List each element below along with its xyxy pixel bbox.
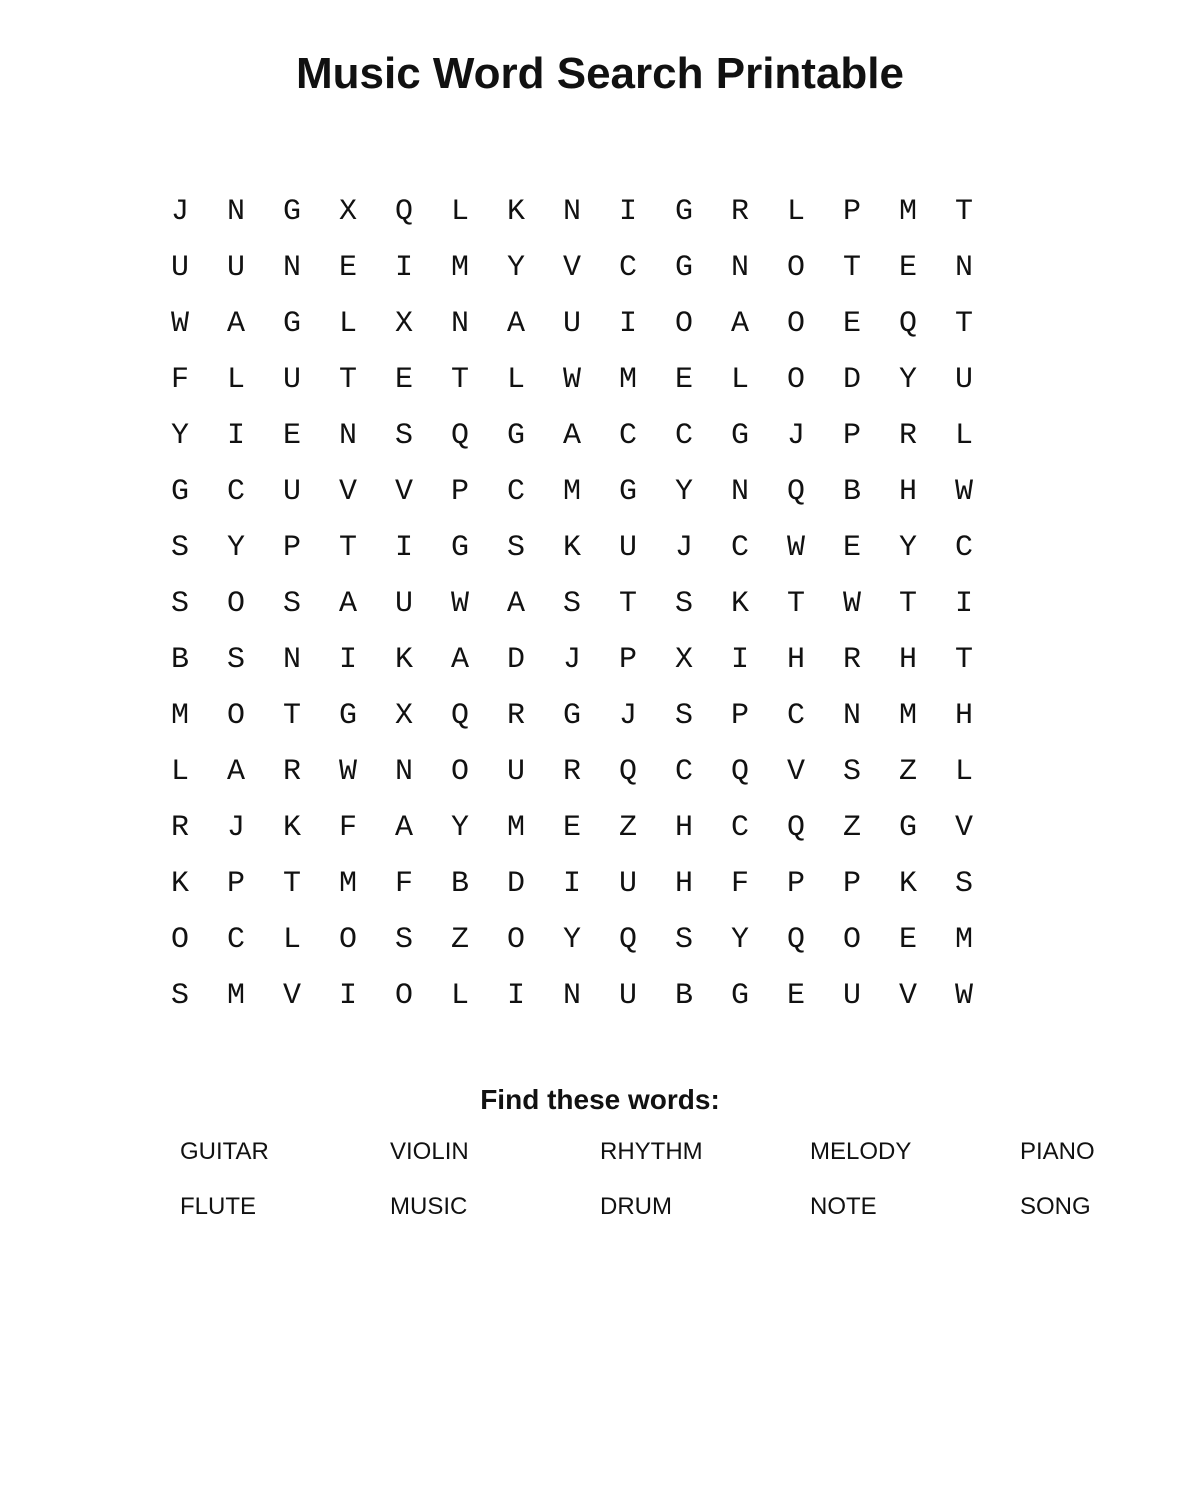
grid-cell: K xyxy=(394,643,413,677)
grid-cell: P xyxy=(226,867,245,901)
grid-cell: C xyxy=(618,419,637,453)
grid-cell: G xyxy=(730,979,749,1013)
grid-cell: A xyxy=(562,419,581,453)
grid-cell: H xyxy=(898,475,917,509)
grid-cell: E xyxy=(338,251,357,285)
grid-cell: Y xyxy=(450,811,469,845)
grid-cell: O xyxy=(170,923,189,957)
grid-cell: K xyxy=(562,531,581,565)
word-item: MELODY xyxy=(810,1138,912,1165)
grid-cell: D xyxy=(506,643,525,677)
grid-cell: V xyxy=(786,755,805,789)
grid-row xyxy=(152,464,992,520)
grid-cell: F xyxy=(338,811,357,845)
grid-cell: T xyxy=(954,643,973,677)
grid-cell: T xyxy=(954,195,973,229)
grid-cell: R xyxy=(506,699,525,733)
grid-cell: M xyxy=(898,699,917,733)
grid-cell: L xyxy=(226,363,245,397)
grid-cell: I xyxy=(618,307,637,341)
grid-cell: C xyxy=(730,811,749,845)
grid-cell: P xyxy=(282,531,301,565)
grid-cell: R xyxy=(282,755,301,789)
grid-cell: N xyxy=(730,475,749,509)
grid-cell: Q xyxy=(898,307,917,341)
grid-cell: Q xyxy=(450,419,469,453)
grid-cell: U xyxy=(954,363,973,397)
grid-cell: W xyxy=(954,475,973,509)
grid-cell: W xyxy=(338,755,357,789)
grid-cell: H xyxy=(674,811,693,845)
grid-cell: P xyxy=(618,643,637,677)
grid-cell: E xyxy=(898,251,917,285)
grid-cell: I xyxy=(226,419,245,453)
grid-cell: V xyxy=(394,475,413,509)
grid-cell: E xyxy=(786,979,805,1013)
grid-cell: C xyxy=(786,699,805,733)
grid-cell: B xyxy=(170,643,189,677)
grid-cell: C xyxy=(730,531,749,565)
grid-cell: W xyxy=(842,587,861,621)
grid-cell: J xyxy=(618,699,637,733)
grid-cell: B xyxy=(674,979,693,1013)
grid-cell: Q xyxy=(786,923,805,957)
word-item: DRUM xyxy=(600,1193,672,1220)
grid-cell: G xyxy=(898,811,917,845)
grid-cell: E xyxy=(282,419,301,453)
grid-cell: H xyxy=(674,867,693,901)
grid-cell: E xyxy=(394,363,413,397)
grid-row xyxy=(152,912,992,968)
grid-cell: Y xyxy=(562,923,581,957)
grid-cell: U xyxy=(282,475,301,509)
grid-cell: A xyxy=(226,307,245,341)
grid-cell: C xyxy=(226,923,245,957)
grid-row xyxy=(152,576,992,632)
grid-cell: Q xyxy=(730,755,749,789)
grid-cell: P xyxy=(786,867,805,901)
grid-cell: K xyxy=(506,195,525,229)
grid-row xyxy=(152,688,992,744)
grid-cell: M xyxy=(954,923,973,957)
grid-cell: A xyxy=(338,587,357,621)
grid-cell: T xyxy=(954,307,973,341)
grid-cell: L xyxy=(338,307,357,341)
grid-cell: J xyxy=(170,195,189,229)
grid-cell: A xyxy=(506,587,525,621)
grid-cell: A xyxy=(394,811,413,845)
grid-cell: S xyxy=(170,531,189,565)
grid-cell: Q xyxy=(786,811,805,845)
grid-cell: U xyxy=(506,755,525,789)
word-item: FLUTE xyxy=(180,1193,257,1220)
grid-cell: X xyxy=(394,307,413,341)
grid-cell: F xyxy=(394,867,413,901)
grid-row xyxy=(152,240,992,296)
grid-cell: W xyxy=(786,531,805,565)
grid-cell: S xyxy=(170,587,189,621)
grid-cell: S xyxy=(170,979,189,1013)
grid-cell: O xyxy=(786,307,805,341)
word-item: MUSIC xyxy=(390,1193,468,1220)
grid-cell: P xyxy=(842,195,861,229)
grid-cell: E xyxy=(562,811,581,845)
grid-cell: S xyxy=(842,755,861,789)
grid-cell: L xyxy=(730,363,749,397)
grid-cell: N xyxy=(394,755,413,789)
grid-cell: B xyxy=(842,475,861,509)
grid-cell: V xyxy=(338,475,357,509)
grid-cell: D xyxy=(842,363,861,397)
grid-cell: S xyxy=(282,587,301,621)
grid-row xyxy=(152,632,992,688)
page-title: Music Word Search Printable xyxy=(295,49,904,98)
grid-row xyxy=(152,968,992,1024)
grid-cell: F xyxy=(170,363,189,397)
grid-cell: N xyxy=(954,251,973,285)
grid-cell: O xyxy=(226,699,245,733)
grid-cell: G xyxy=(506,419,525,453)
word-item: GUITAR xyxy=(180,1138,269,1165)
grid-cell: N xyxy=(338,419,357,453)
grid-cell: C xyxy=(674,755,693,789)
grid-cell: R xyxy=(170,811,189,845)
grid-cell: M xyxy=(506,811,525,845)
grid-cell: O xyxy=(786,251,805,285)
grid-cell: S xyxy=(674,699,693,733)
grid-cell: Z xyxy=(450,923,469,957)
grid-cell: U xyxy=(394,587,413,621)
grid-cell: Y xyxy=(674,475,693,509)
words-heading: Find these words: xyxy=(480,1084,720,1115)
grid-cell: E xyxy=(842,531,861,565)
grid-cell: Y xyxy=(730,923,749,957)
grid-cell: O xyxy=(506,923,525,957)
grid-cell: U xyxy=(618,979,637,1013)
grid-cell: T xyxy=(786,587,805,621)
grid-row xyxy=(152,408,992,464)
grid-cell: T xyxy=(338,531,357,565)
grid-cell: U xyxy=(282,363,301,397)
grid-cell: O xyxy=(338,923,357,957)
grid-cell: R xyxy=(730,195,749,229)
grid-cell: N xyxy=(450,307,469,341)
grid-cell: E xyxy=(898,923,917,957)
grid-cell: N xyxy=(730,251,749,285)
grid-row xyxy=(152,856,992,912)
grid-cell: T xyxy=(282,867,301,901)
grid-cell: I xyxy=(338,643,357,677)
word-item: VIOLIN xyxy=(390,1138,469,1165)
grid-cell: G xyxy=(338,699,357,733)
grid-cell: N xyxy=(282,643,301,677)
grid-cell: S xyxy=(394,419,413,453)
grid-cell: Y xyxy=(898,363,917,397)
grid-cell: C xyxy=(506,475,525,509)
grid-cell: Y xyxy=(226,531,245,565)
word-list xyxy=(180,1132,1200,1242)
grid-cell: G xyxy=(170,475,189,509)
grid-cell: Q xyxy=(618,755,637,789)
grid-cell: T xyxy=(842,251,861,285)
grid-cell: I xyxy=(954,587,973,621)
grid-row xyxy=(152,296,992,352)
grid-cell: J xyxy=(226,811,245,845)
grid-cell: Z xyxy=(842,811,861,845)
grid-cell: N xyxy=(562,195,581,229)
grid-cell: K xyxy=(282,811,301,845)
grid-cell: L xyxy=(954,755,973,789)
grid-cell: Z xyxy=(898,755,917,789)
word-row xyxy=(180,1132,1200,1187)
grid-cell: A xyxy=(450,643,469,677)
grid-cell: A xyxy=(506,307,525,341)
grid-cell: J xyxy=(674,531,693,565)
grid-cell: O xyxy=(786,363,805,397)
grid-cell: G xyxy=(674,251,693,285)
grid-cell: A xyxy=(226,755,245,789)
grid-cell: L xyxy=(170,755,189,789)
grid-cell: X xyxy=(674,643,693,677)
grid-cell: P xyxy=(730,699,749,733)
grid-cell: E xyxy=(674,363,693,397)
grid-cell: N xyxy=(282,251,301,285)
grid-cell: G xyxy=(730,419,749,453)
grid-cell: M xyxy=(338,867,357,901)
grid-cell: X xyxy=(394,699,413,733)
grid-cell: H xyxy=(898,643,917,677)
grid-cell: L xyxy=(450,195,469,229)
grid-cell: W xyxy=(954,979,973,1013)
grid-row xyxy=(152,744,992,800)
grid-cell: O xyxy=(450,755,469,789)
word-item: SONG xyxy=(1020,1193,1091,1220)
grid-cell: X xyxy=(338,195,357,229)
grid-cell: I xyxy=(394,251,413,285)
grid-cell: T xyxy=(282,699,301,733)
grid-cell: W xyxy=(170,307,189,341)
grid-cell: S xyxy=(562,587,581,621)
grid-cell: S xyxy=(506,531,525,565)
grid-cell: K xyxy=(170,867,189,901)
grid-cell: G xyxy=(450,531,469,565)
grid-cell: C xyxy=(674,419,693,453)
grid-cell: Y xyxy=(506,251,525,285)
grid-cell: M xyxy=(898,195,917,229)
grid-row xyxy=(152,184,992,240)
grid-cell: A xyxy=(730,307,749,341)
grid-cell: R xyxy=(562,755,581,789)
grid-cell: C xyxy=(226,475,245,509)
word-item: PIANO xyxy=(1020,1138,1095,1165)
grid-cell: I xyxy=(338,979,357,1013)
grid-cell: L xyxy=(954,419,973,453)
grid-cell: K xyxy=(730,587,749,621)
grid-cell: U xyxy=(226,251,245,285)
grid-cell: J xyxy=(562,643,581,677)
grid-cell: U xyxy=(618,531,637,565)
grid-cell: G xyxy=(562,699,581,733)
grid-cell: W xyxy=(562,363,581,397)
grid-cell: P xyxy=(842,419,861,453)
grid-cell: T xyxy=(450,363,469,397)
grid-cell: N xyxy=(562,979,581,1013)
grid-cell: O xyxy=(842,923,861,957)
grid-cell: I xyxy=(394,531,413,565)
grid-cell: P xyxy=(450,475,469,509)
grid-cell: T xyxy=(338,363,357,397)
grid-row xyxy=(152,800,992,856)
grid-cell: U xyxy=(842,979,861,1013)
grid-cell: Q xyxy=(394,195,413,229)
grid-cell: L xyxy=(506,363,525,397)
grid-cell: Q xyxy=(786,475,805,509)
grid-cell: I xyxy=(562,867,581,901)
grid-cell: M xyxy=(450,251,469,285)
grid-cell: M xyxy=(562,475,581,509)
grid-cell: O xyxy=(394,979,413,1013)
grid-cell: F xyxy=(730,867,749,901)
grid-cell: P xyxy=(842,867,861,901)
letter-grid xyxy=(152,184,992,1024)
grid-cell: K xyxy=(898,867,917,901)
word-item: RHYTHM xyxy=(600,1138,703,1165)
grid-cell: G xyxy=(282,195,301,229)
grid-cell: U xyxy=(170,251,189,285)
grid-cell: S xyxy=(674,587,693,621)
grid-cell: S xyxy=(674,923,693,957)
grid-cell: L xyxy=(282,923,301,957)
word-row xyxy=(180,1187,1200,1242)
grid-cell: R xyxy=(898,419,917,453)
grid-cell: I xyxy=(506,979,525,1013)
grid-cell: U xyxy=(562,307,581,341)
grid-cell: H xyxy=(954,699,973,733)
grid-cell: E xyxy=(842,307,861,341)
grid-cell: T xyxy=(898,587,917,621)
grid-cell: V xyxy=(898,979,917,1013)
grid-cell: I xyxy=(730,643,749,677)
grid-cell: O xyxy=(674,307,693,341)
grid-cell: H xyxy=(786,643,805,677)
grid-cell: S xyxy=(226,643,245,677)
grid-cell: Y xyxy=(898,531,917,565)
grid-cell: L xyxy=(450,979,469,1013)
grid-cell: C xyxy=(618,251,637,285)
grid-cell: L xyxy=(786,195,805,229)
grid-cell: G xyxy=(618,475,637,509)
grid-row xyxy=(152,352,992,408)
grid-cell: G xyxy=(282,307,301,341)
grid-cell: S xyxy=(394,923,413,957)
grid-cell: Q xyxy=(618,923,637,957)
grid-cell: N xyxy=(842,699,861,733)
grid-cell: O xyxy=(226,587,245,621)
grid-cell: W xyxy=(450,587,469,621)
grid-cell: I xyxy=(618,195,637,229)
grid-cell: N xyxy=(226,195,245,229)
grid-cell: U xyxy=(618,867,637,901)
grid-cell: Q xyxy=(450,699,469,733)
grid-cell: C xyxy=(954,531,973,565)
grid-cell: S xyxy=(954,867,973,901)
grid-cell: D xyxy=(506,867,525,901)
grid-cell: M xyxy=(226,979,245,1013)
grid-cell: Y xyxy=(170,419,189,453)
grid-cell: J xyxy=(786,419,805,453)
grid-cell: M xyxy=(618,363,637,397)
word-item: NOTE xyxy=(810,1193,877,1220)
grid-cell: G xyxy=(674,195,693,229)
grid-cell: V xyxy=(282,979,301,1013)
grid-cell: V xyxy=(954,811,973,845)
grid-cell: B xyxy=(450,867,469,901)
grid-row xyxy=(152,520,992,576)
grid-cell: V xyxy=(562,251,581,285)
grid-cell: R xyxy=(842,643,861,677)
grid-cell: Z xyxy=(618,811,637,845)
grid-cell: T xyxy=(618,587,637,621)
grid-cell: M xyxy=(170,699,189,733)
